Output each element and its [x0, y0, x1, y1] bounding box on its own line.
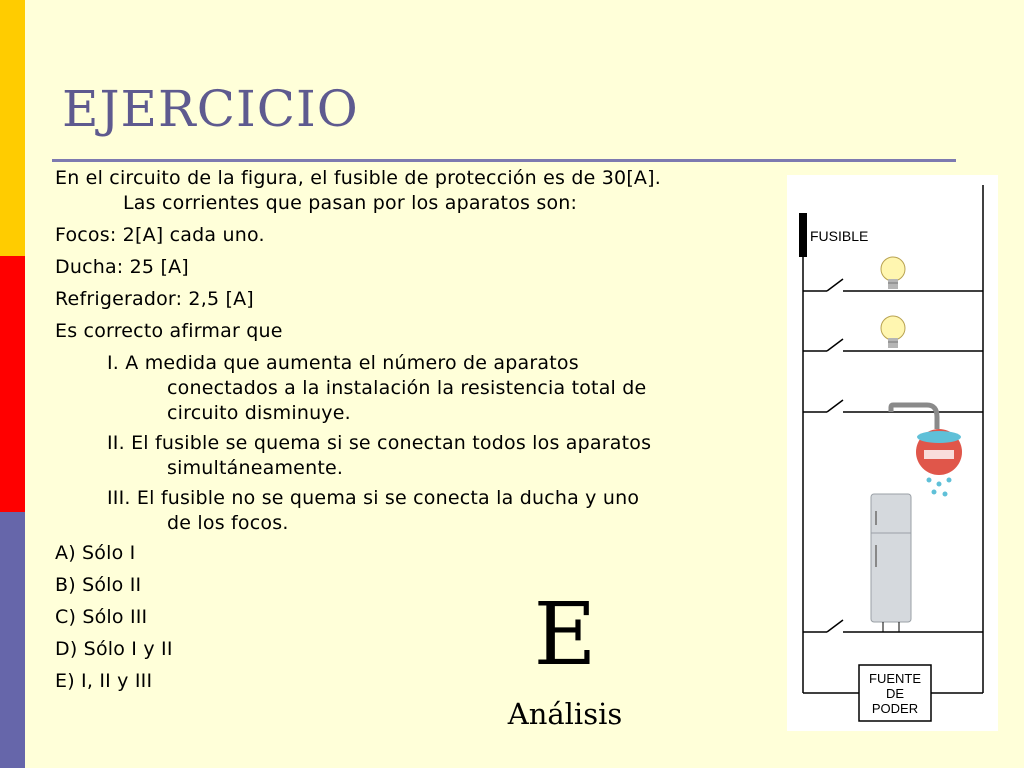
intro-line-1: En el circuito de la figura, el fusible de protección es de 30[A].	[55, 167, 661, 189]
statement-ii-line-2: simultáneamente.	[167, 457, 344, 479]
power-source-line-2: DE	[885, 686, 905, 701]
refrigerator-icon	[871, 494, 911, 632]
statement-i-line-2: conectados a la instalación la resistencia total de	[167, 377, 647, 399]
exercise-text	[55, 166, 785, 701]
lightbulb-icon	[881, 257, 905, 289]
statement-iii-line-1: III. El fusible no se quema si se conecta la ducha y uno	[107, 487, 640, 509]
intro-line-2: Las corrientes que pasan por los aparatos son:	[123, 192, 578, 214]
switch-3	[827, 400, 843, 412]
shower-icon	[891, 405, 962, 497]
current-focos: Focos: 2[A] cada uno.	[55, 224, 265, 246]
title-underline	[52, 159, 956, 162]
question-prompt: Es correcto afirmar que	[55, 320, 283, 342]
option-e: E) I, II y III	[55, 670, 153, 692]
option-c: C) Sólo III	[55, 606, 148, 628]
statement-ii-line-1: II. El fusible se quema si se conectan todos los aparatos	[107, 432, 652, 454]
switch-1	[827, 279, 843, 291]
option-d: D) Sólo I y II	[55, 638, 173, 660]
accent-bar-red	[0, 256, 25, 512]
circuit-figure	[787, 175, 998, 731]
current-ducha: Ducha: 25 [A]	[55, 256, 189, 278]
statement-i	[55, 351, 785, 426]
statement-iii	[55, 486, 785, 536]
accent-bar-yellow	[0, 0, 25, 256]
power-source-line-3: PODER	[871, 701, 919, 716]
statement-i-line-3: circuito disminuye.	[167, 402, 351, 424]
switch-4	[827, 620, 843, 632]
accent-bar-blue	[0, 512, 25, 768]
power-source-line-1: FUENTE	[869, 671, 921, 686]
fuse-symbol	[799, 213, 807, 257]
current-refrigerador: Refrigerador: 2,5 [A]	[55, 288, 254, 310]
statement-i-line-1: I. A medida que aumenta el número de aparatos	[107, 352, 579, 374]
intro-paragraph	[55, 166, 785, 216]
slide-title: EJERCICIO	[62, 80, 359, 138]
lightbulb-icon	[881, 316, 905, 348]
switch-2	[827, 339, 843, 351]
option-a: A) Sólo I	[55, 542, 136, 564]
statement-iii-line-2: de los focos.	[167, 512, 289, 534]
statement-ii	[55, 431, 785, 481]
answer-letter: E	[533, 585, 597, 685]
fuse-label: FUSIBLE	[810, 228, 869, 244]
analysis-link[interactable]: Análisis	[507, 697, 623, 731]
option-b: B) Sólo II	[55, 574, 142, 596]
